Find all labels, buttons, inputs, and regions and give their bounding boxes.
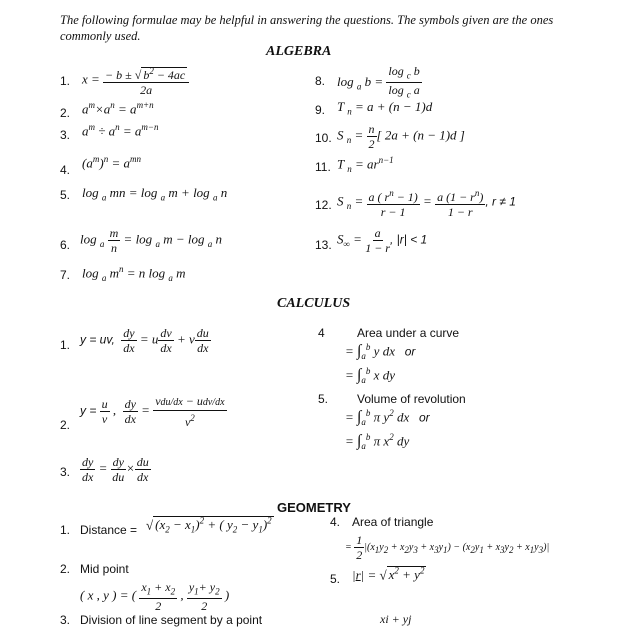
- log-power: log $_a$ $m^n = n$ log $_a$ m: [82, 264, 186, 283]
- algebra-item-5-number: 5.: [60, 188, 71, 202]
- log-quotient: log $_a$ $\frac{m}{n}$ = log $_a$ m − log $_a$ n: [80, 226, 222, 255]
- algebra-item-12-number: 12.: [315, 198, 332, 212]
- area-integral-x: = $\int_a^b$ x dy: [345, 366, 395, 385]
- division-label: Division of line segment by a point: [80, 613, 263, 627]
- calculus-item-3-number: 3.: [60, 465, 71, 479]
- change-of-base: log $_a$ b = $\frac{\log _c b}{\log _c a}$: [337, 64, 420, 100]
- geometry-item-5-number: 5.: [330, 572, 341, 586]
- intro-text: The following formulae may be helpful in answering the questions. The symbols given are the ones commonly used.: [60, 13, 554, 43]
- algebra-item-9-number: 9.: [315, 103, 326, 117]
- index-law-multiply: $a^m\times a^n = a^{m+n}$: [82, 100, 154, 117]
- quotient-rule-label: y =: [80, 403, 97, 418]
- calculus-item-5-number: 5.: [318, 392, 329, 406]
- midpoint-label: Mid point: [80, 562, 129, 576]
- distance-formula: √ $(x_2 - x_1)^2$ + ( $y_2 - y_1)^2$: [146, 516, 272, 535]
- volume-integral-y: = $\int_a^b$ π $y^2$ dx or: [345, 408, 430, 427]
- algebra-item-3-number: 3.: [60, 128, 71, 142]
- distance-label: Distance =: [80, 523, 138, 537]
- geometry-item-4-number: 4.: [330, 515, 341, 529]
- quadratic-formula: x = $\frac{- b \pm √ b^2 - 4ac}{2a}$: [82, 64, 189, 97]
- calculus-item-1-number: 1.: [60, 338, 71, 352]
- geometry-item-3-number: 3.: [60, 613, 71, 627]
- vector-fragment: xi + yj: [380, 612, 412, 626]
- index-law-divide: $a^m \div a^n = a^{m-n}$: [82, 122, 159, 139]
- algebra-item-11-number: 11.: [315, 160, 331, 174]
- algebra-item-6-number: 6.: [60, 238, 71, 252]
- area-under-curve-label: Area under a curve: [357, 326, 460, 340]
- section-heading-algebra: ALGEBRA: [266, 44, 332, 59]
- gp-nth-term: T $_n = ar^{n-1}$: [337, 155, 394, 174]
- gp-infinity-condition: , |r| < 1: [389, 232, 428, 247]
- algebra-item-8-number: 8.: [315, 74, 326, 88]
- ap-nth-term: T $_n$ = a + (n − 1)d: [337, 99, 433, 117]
- algebra-item-1-number: 1.: [60, 74, 71, 88]
- section-heading-calculus: CALCULUS: [277, 296, 351, 311]
- midpoint-formula: ( x , y ) = ( $\frac{x_1 + x_2}{2}$ , $\frac{y_1+ y_2}{2}$ ): [80, 580, 230, 614]
- area-triangle-label: Area of triangle: [352, 515, 434, 529]
- quotient-rule: y = $\frac{u}{v}$ , $\frac{dy}{dx}$ = vdu/dx − udv/dx $v^2$: [80, 394, 225, 429]
- algebra-item-4-number: 4.: [60, 163, 71, 177]
- gp-sum-condition: , r ≠ 1: [485, 194, 516, 209]
- calculus-item-2-number: 2.: [60, 418, 71, 432]
- chain-rule: $\frac{dy}{dx}$ = $\frac{dy}{du}$ × $\frac{du}{dx}$: [82, 455, 149, 484]
- gp-sum: S $_n$ = $\frac{a ( r^n - 1)}{r - 1}$ = $\frac{a (1 - r^n)}{1 - r}$ , r ≠ 1: [337, 188, 516, 219]
- area-triangle-formula: = $\frac{1}{2}$ $|(x_1y_2 + x_2y_3 + x_3y_1) - (x_2y_1 + x_3y_2 + x_1y_3)|$: [345, 533, 550, 562]
- product-rule: y = uv, $\frac{dy}{dx}$ = u $\frac{dv}{dx}$ + v $\frac{du}{dx}$: [80, 326, 209, 355]
- log-product: log $_a$ mn = log $_a$ m + log $_a$ n: [82, 185, 228, 203]
- section-heading-geometry: GEOMETRY: [277, 500, 351, 515]
- gp-sum-infinity: $S_\infty$ = $\frac{a}{1 - r}$ , |r| < 1: [337, 226, 428, 255]
- area-or: or: [404, 344, 416, 359]
- vector-magnitude: |r| = √ $x^2 + y^2$: [352, 566, 425, 583]
- product-rule-label: y = uv,: [80, 332, 115, 347]
- volume-or: or: [419, 410, 430, 425]
- volume-integral-x: = $\int_a^b$ π $x^2$ dy: [345, 432, 410, 451]
- algebra-item-10-number: 10.: [315, 131, 332, 145]
- algebra-item-2-number: 2.: [60, 106, 71, 120]
- index-law-power: $(a^m)^n = a^{mn}$: [82, 154, 141, 171]
- geometry-item-2-number: 2.: [60, 562, 71, 576]
- volume-revolution-label: Volume of revolution: [357, 392, 466, 406]
- algebra-item-7-number: 7.: [60, 268, 71, 282]
- area-integral-y: = $\int_a^b$ y dx or: [345, 342, 416, 361]
- algebra-item-13-number: 13.: [315, 238, 332, 252]
- geometry-item-1-number: 1.: [60, 523, 71, 537]
- calculus-item-4-number: 4: [318, 326, 325, 340]
- ap-sum: S $_n$ = $\frac{n}{2}$ [ 2a + (n − 1)d ]: [337, 122, 465, 151]
